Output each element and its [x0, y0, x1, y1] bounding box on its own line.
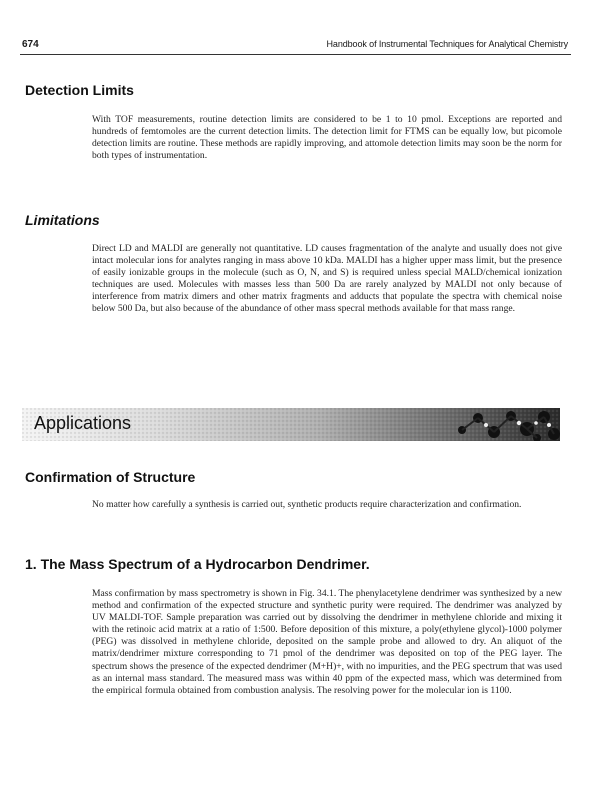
paragraph-mass-spectrum: Mass confirmation by mass spectrometry is shown in Fig. 34.1. The phenylacetylene dendrimer was synthesized by a new method and confirmation of the expected structure and synthetic purity were required. The dendrimer was analyzed by UV MALDI-TOF. Sample preparation was carried out by dissolving the dendrimer in methylene chloride and mixing it with the retinoic acid matrix at a ratio of 1:500. Before deposition of this mixture, a poly(ethylene glycol)-1000 polymer (PEG) was dissolved in methylene chloride, deposited on the sample probe and allowed to dry. An aliquot of the matrix/dendrimer mixture corresponding to 71 pmol of the dendrimer was deposited on top of the PEG layer. The spectrum shows the presence of the expected dendrimer (M+H)+, with no impurities, and the PEG spectrum that was used as an internal mass standard. The measured mass was within 40 ppm of the expected mass, which was determined from the empirical formula obtained from combustion analysis. The resolving power for the molecular ion is 1100. — [92, 588, 562, 696]
heading-mass-spectrum: 1. The Mass Spectrum of a Hydrocarbon Dendrimer. — [25, 556, 370, 572]
heading-detection-limits: Detection Limits — [25, 82, 134, 98]
paragraph-confirmation: No matter how carefully a synthesis is carried out, synthetic products require characterization and confirmation. — [92, 499, 522, 510]
heading-limitations: Limitations — [25, 212, 100, 228]
heading-confirmation-of-structure: Confirmation of Structure — [25, 469, 196, 485]
banner-title: Applications — [34, 413, 132, 433]
header-rule — [20, 54, 571, 55]
paragraph-detection-limits: With TOF measurements, routine detection limits are considered to be 1 to 10 pmol. Exceptions are reported and hundreds of femtomoles are the current detection limits. The detection limit for FTMS can be equally low, but picomole detection limits are routine. These methods are rapidly improving, and attomole detection limits may soon be the norm for both types of instrumentation. — [92, 114, 562, 162]
page-number: 674 — [22, 39, 39, 50]
running-head: Handbook of Instrumental Techniques for Analytical Chemistry — [326, 39, 568, 49]
applications-banner — [22, 408, 560, 441]
paragraph-limitations: Direct LD and MALDI are generally not quantitative. LD causes fragmentation of the analyte and usually does not give intact molecular ions for analytes ranging in mass above 10 kDa. MALDI has a higher upper mass limit, but the presence of easily ionizable groups in the molecule (such as O, N, and S) is required unless special MALD/chemical ionization techniques are used. Molecules with masses less than 500 Da are rarely analyzed by MALDI not only because of interference from matrix dimers and other matrix fragments and adducts that populate the spectra with chemical noise below 500 Da, but also because of the abundance of other mass specral methods available for that mass range. — [92, 243, 562, 315]
